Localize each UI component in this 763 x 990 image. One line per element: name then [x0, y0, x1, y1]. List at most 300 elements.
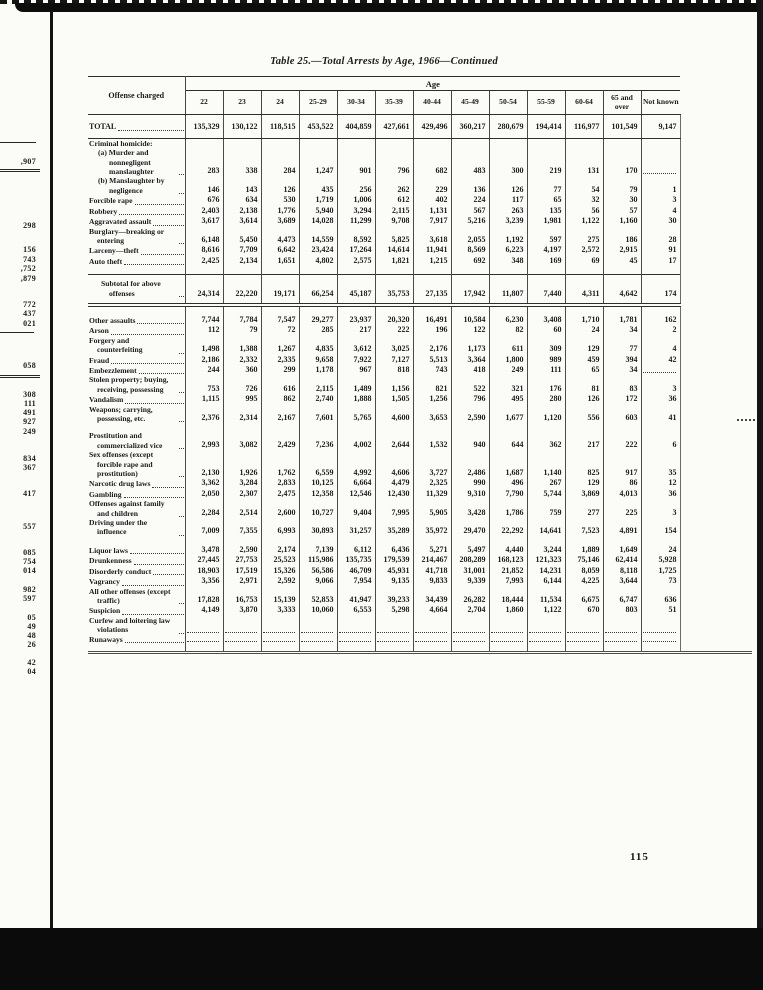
table-row	[88, 499, 680, 518]
value-cell: 2	[641, 325, 680, 335]
value-cell: 121,323	[527, 555, 565, 565]
empty-cell-dots	[453, 626, 485, 633]
value-cell: 636	[641, 587, 680, 606]
value-cell: 72	[261, 325, 299, 335]
value-cell	[261, 635, 299, 644]
value-cell: 682	[413, 148, 451, 176]
value-cell	[185, 266, 223, 275]
value-cell: 30	[603, 195, 641, 205]
value-cell: 23,424	[299, 245, 337, 255]
value-cell: 4,440	[489, 545, 527, 555]
value-cell: 1,215	[413, 256, 451, 266]
dot-leader	[179, 448, 184, 449]
value-cell: 7,744	[185, 315, 223, 325]
value-cell: 73	[641, 576, 680, 586]
table-row	[88, 375, 680, 394]
value-cell: 692	[451, 256, 489, 266]
value-cell	[337, 138, 375, 148]
offense-label-cell	[88, 266, 185, 275]
value-cell: 280	[527, 394, 565, 404]
offense-label-cell	[88, 227, 185, 246]
value-cell: 1,762	[261, 450, 299, 478]
offense-label-cell	[88, 545, 185, 555]
value-cell: 77	[603, 336, 641, 355]
value-cell: 229	[413, 176, 451, 195]
offense-label-cell	[88, 478, 185, 488]
value-cell: 8,592	[337, 227, 375, 246]
value-cell: 2,600	[261, 499, 299, 518]
margin-number: 308	[23, 390, 36, 399]
value-cell: 2,307	[223, 489, 261, 499]
value-cell: 3,689	[261, 216, 299, 226]
value-cell: 995	[223, 394, 261, 404]
value-cell: 170	[603, 148, 641, 176]
dot-leader	[179, 476, 184, 477]
value-cell: 263	[489, 206, 527, 216]
value-cell: 616	[261, 375, 299, 394]
value-cell: 126	[565, 394, 603, 404]
value-cell	[185, 305, 223, 315]
value-cell: 753	[185, 375, 223, 394]
value-cell: 2,403	[185, 206, 223, 216]
value-cell: 10,060	[299, 605, 337, 615]
value-cell: 2,332	[223, 355, 261, 365]
offense-label-cell	[88, 256, 185, 266]
offense-label-cell	[88, 587, 185, 606]
value-cell: 1,651	[261, 256, 299, 266]
value-cell: 86	[603, 478, 641, 488]
value-cell: 967	[337, 365, 375, 375]
empty-cell-dots	[301, 635, 333, 642]
value-cell: 7,355	[223, 518, 261, 537]
value-cell: 29,277	[299, 315, 337, 325]
value-cell	[641, 138, 680, 148]
value-cell: 23,937	[337, 315, 375, 325]
table-row	[88, 256, 680, 266]
margin-number: 834	[23, 454, 36, 463]
value-cell: 56	[565, 206, 603, 216]
value-cell: 34	[603, 365, 641, 375]
value-cell	[641, 148, 680, 176]
value-cell: 2,575	[337, 256, 375, 266]
dot-leader	[119, 214, 183, 215]
value-cell: 225	[603, 499, 641, 518]
value-cell: 1,388	[223, 336, 261, 355]
offense-label-cell	[88, 275, 185, 305]
empty-cell-dots	[643, 635, 676, 642]
value-cell: 27,445	[185, 555, 223, 565]
offense-label: All other offenses (except traffic)	[89, 586, 171, 605]
value-cell: 3,284	[223, 478, 261, 488]
value-cell	[299, 305, 337, 315]
value-cell: 7,993	[489, 576, 527, 586]
arrests-by-age-table	[88, 76, 681, 652]
value-cell: 522	[451, 375, 489, 394]
value-cell: 46,709	[337, 566, 375, 576]
value-cell: 79	[223, 325, 261, 335]
value-cell: 256	[337, 176, 375, 195]
offense-label-cell	[88, 365, 185, 375]
value-cell: 2,055	[451, 227, 489, 246]
offense-label: Offenses against family and children	[89, 499, 165, 518]
dot-leader	[152, 487, 183, 488]
value-cell: 7,601	[299, 405, 337, 424]
value-cell: 1,173	[451, 336, 489, 355]
offense-label: Prostitution and commercialized vice	[89, 431, 163, 450]
value-cell	[565, 423, 603, 431]
page-number: 115	[630, 851, 649, 863]
value-cell: 3	[641, 499, 680, 518]
value-cell: 676	[185, 195, 223, 205]
value-cell: 12,546	[337, 489, 375, 499]
value-cell: 9,658	[299, 355, 337, 365]
value-cell: 11,534	[527, 587, 565, 606]
value-cell: 14,641	[527, 518, 565, 537]
table-row	[88, 576, 680, 586]
value-cell: 4,600	[375, 405, 413, 424]
value-cell	[261, 266, 299, 275]
offense-label-cell	[88, 206, 185, 216]
dot-leader	[153, 225, 183, 226]
margin-number: 927	[23, 417, 36, 426]
value-cell: 7,790	[489, 489, 527, 499]
value-cell: 9,339	[451, 576, 489, 586]
empty-cell-dots	[605, 635, 637, 642]
value-cell	[489, 266, 527, 275]
spacer-row	[88, 537, 680, 545]
value-cell: 7,709	[223, 245, 261, 255]
value-cell: 12,430	[375, 489, 413, 499]
value-cell	[185, 537, 223, 545]
value-cell: 362	[527, 431, 565, 450]
value-cell: 3,428	[451, 499, 489, 518]
value-cell: 22,220	[223, 275, 261, 305]
value-cell	[451, 635, 489, 644]
value-cell: 3,408	[527, 315, 565, 325]
value-cell: 3,244	[527, 545, 565, 555]
value-cell: 9,833	[413, 576, 451, 586]
value-cell: 1,821	[375, 256, 413, 266]
age-column-header: 25-29	[299, 91, 337, 115]
age-column-header: 55-59	[527, 91, 565, 115]
margin-number: 417	[23, 489, 36, 498]
value-cell	[413, 138, 451, 148]
value-cell: 4,149	[185, 605, 223, 615]
value-cell: 25,523	[261, 555, 299, 565]
value-cell	[451, 266, 489, 275]
value-cell: 62,414	[603, 555, 641, 565]
value-cell: 117	[489, 195, 527, 205]
value-cell: 2,833	[261, 478, 299, 488]
value-cell: 14,614	[375, 245, 413, 255]
value-cell: 2,115	[375, 206, 413, 216]
margin-number: 111	[23, 399, 36, 408]
empty-cell-dots	[643, 167, 676, 174]
table-row	[88, 355, 680, 365]
table-row	[88, 206, 680, 216]
offense-label-cell	[88, 499, 185, 518]
value-cell: 759	[527, 499, 565, 518]
table-row	[88, 566, 680, 576]
offense-label: Forcible rape	[89, 196, 133, 206]
value-cell	[223, 305, 261, 315]
value-cell	[641, 635, 680, 644]
value-cell: 990	[451, 478, 489, 488]
margin-number: 05	[27, 613, 36, 622]
value-cell: 1,888	[337, 394, 375, 404]
value-cell: 2,176	[413, 336, 451, 355]
value-cell: 14,559	[299, 227, 337, 246]
margin-number: 085	[23, 548, 36, 557]
table-body	[88, 115, 680, 652]
dot-leader	[130, 553, 184, 554]
value-cell: 1,649	[603, 545, 641, 555]
dot-leader	[122, 585, 184, 586]
value-cell: 603	[603, 405, 641, 424]
value-cell: 2,592	[261, 576, 299, 586]
offense-label: Larceny—theft	[89, 246, 139, 256]
value-cell: 1,120	[527, 405, 565, 424]
value-cell	[223, 616, 261, 635]
value-cell	[299, 616, 337, 635]
value-cell: 18,903	[185, 566, 223, 576]
offense-label-cell	[88, 195, 185, 205]
value-cell: 129	[565, 336, 603, 355]
value-cell	[527, 635, 565, 644]
offense-label: Criminal homicide:	[89, 138, 153, 148]
margin-rule	[0, 375, 40, 378]
margin-rule	[0, 169, 40, 172]
value-cell	[223, 635, 261, 644]
value-cell: 7,547	[261, 315, 299, 325]
value-cell: 726	[223, 375, 261, 394]
value-cell: 224	[451, 195, 489, 205]
value-cell: 1,489	[337, 375, 375, 394]
value-cell: 3,653	[413, 405, 451, 424]
value-cell	[223, 423, 261, 431]
value-cell	[185, 138, 223, 148]
value-cell: 77	[527, 176, 565, 195]
value-cell: 1,140	[527, 450, 565, 478]
value-cell: 862	[261, 394, 299, 404]
table-title: Table 25.—Total Arrests by Age, 1966—Continued	[270, 56, 498, 67]
value-cell: 1,687	[489, 450, 527, 478]
value-cell: 418	[451, 365, 489, 375]
value-cell: 496	[489, 478, 527, 488]
value-cell: 45,187	[337, 275, 375, 305]
value-cell: 35,753	[375, 275, 413, 305]
value-cell: 26,282	[451, 587, 489, 606]
value-cell: 4,891	[603, 518, 641, 537]
value-cell	[375, 423, 413, 431]
offense-label-cell	[88, 375, 185, 394]
value-cell: 32	[565, 195, 603, 205]
value-cell: 162	[641, 315, 680, 325]
offense-label-cell	[88, 605, 185, 615]
table-row	[88, 555, 680, 565]
value-cell: 154	[641, 518, 680, 537]
empty-cell-dots	[529, 635, 561, 642]
value-cell: 9,404	[337, 499, 375, 518]
value-cell: 2,376	[185, 405, 223, 424]
dot-leader	[179, 633, 184, 634]
table-row	[88, 545, 680, 555]
dot-leader	[153, 574, 183, 575]
value-cell	[337, 537, 375, 545]
value-cell: 29,470	[451, 518, 489, 537]
dot-leader	[141, 254, 184, 255]
dot-leader	[179, 392, 184, 393]
offense-label-cell	[88, 336, 185, 355]
table-row	[88, 216, 680, 226]
scan-right-edge-band	[757, 0, 763, 990]
table-row	[88, 138, 680, 148]
value-cell: 83	[603, 375, 641, 394]
value-cell: 4,802	[299, 256, 337, 266]
empty-cell-dots	[187, 635, 219, 642]
value-cell: 14,231	[527, 566, 565, 576]
value-cell: 91	[641, 245, 680, 255]
value-cell: 6,664	[337, 478, 375, 488]
value-cell: 4,225	[565, 576, 603, 586]
value-cell: 3,082	[223, 431, 261, 450]
empty-cell-dots	[225, 626, 257, 633]
table-row	[88, 635, 680, 644]
value-cell: 126	[489, 176, 527, 195]
offense-label-cell	[88, 216, 185, 226]
offense-label-cell	[88, 555, 185, 565]
offense-label: Robbery	[89, 206, 118, 216]
value-cell: 4,013	[603, 489, 641, 499]
value-cell: 611	[489, 336, 527, 355]
offense-label-cell	[88, 616, 185, 635]
value-cell: 10,584	[451, 315, 489, 325]
value-cell	[185, 635, 223, 644]
value-cell: 31,257	[337, 518, 375, 537]
value-cell	[603, 138, 641, 148]
offense-label-cell	[88, 518, 185, 537]
value-cell: 5,744	[527, 489, 565, 499]
value-cell: 28	[641, 227, 680, 246]
value-cell: 4,992	[337, 450, 375, 478]
table-row	[88, 518, 680, 537]
value-cell: 12,358	[299, 489, 337, 499]
value-cell: 9,066	[299, 576, 337, 586]
value-cell: 1,178	[299, 365, 337, 375]
value-cell: 1,006	[337, 195, 375, 205]
value-cell: 2,138	[223, 206, 261, 216]
offense-charged-header: Offense charged	[88, 77, 185, 115]
value-cell: 1,192	[489, 227, 527, 246]
margin-number: 156	[23, 245, 36, 254]
value-cell: 143	[223, 176, 261, 195]
value-cell: 4,473	[261, 227, 299, 246]
offense-label-cell	[88, 115, 185, 138]
value-cell: 825	[565, 450, 603, 478]
offense-label-cell	[88, 405, 185, 424]
value-cell: 65	[527, 195, 565, 205]
margin-rule	[0, 332, 34, 333]
value-cell: 31,001	[451, 566, 489, 576]
value-cell	[413, 635, 451, 644]
value-cell: 394	[603, 355, 641, 365]
value-cell	[375, 616, 413, 635]
value-cell: 3,239	[489, 216, 527, 226]
offense-label: Fraud	[89, 355, 110, 365]
dot-leader	[179, 174, 184, 175]
offense-label-cell	[88, 635, 185, 644]
value-cell: 8,059	[565, 566, 603, 576]
empty-cell-dots	[301, 626, 333, 633]
value-cell: 112	[185, 325, 223, 335]
value-cell	[641, 305, 680, 315]
value-cell: 3,025	[375, 336, 413, 355]
value-cell: 9,147	[641, 115, 680, 138]
value-cell: 7,009	[185, 518, 223, 537]
value-cell	[603, 266, 641, 275]
value-cell: 19,171	[261, 275, 299, 305]
value-cell: 1,776	[261, 206, 299, 216]
value-cell	[299, 537, 337, 545]
value-cell: 8,118	[603, 566, 641, 576]
value-cell	[565, 266, 603, 275]
value-cell: 2,475	[261, 489, 299, 499]
value-cell: 2,971	[223, 576, 261, 586]
value-cell: 34	[603, 325, 641, 335]
value-cell: 1,786	[489, 499, 527, 518]
age-column-header: 22	[185, 91, 223, 115]
value-cell	[641, 365, 680, 375]
value-cell: 818	[375, 365, 413, 375]
value-cell: 262	[375, 176, 413, 195]
empty-cell-dots	[491, 635, 523, 642]
book-spine-line	[50, 10, 53, 990]
value-cell: 136	[451, 176, 489, 195]
table-row	[88, 489, 680, 499]
value-cell: 7,922	[337, 355, 375, 365]
value-cell: 3,294	[337, 206, 375, 216]
value-cell: 1,926	[223, 450, 261, 478]
value-cell: 1,122	[527, 605, 565, 615]
value-cell: 6	[641, 431, 680, 450]
value-cell: 5,271	[413, 545, 451, 555]
value-cell: 2,186	[185, 355, 223, 365]
dot-leader	[179, 603, 184, 604]
value-cell: 135,735	[337, 555, 375, 565]
value-cell: 1,781	[603, 315, 641, 325]
value-cell: 3,617	[185, 216, 223, 226]
value-cell: 6,747	[603, 587, 641, 606]
value-cell: 2,134	[223, 256, 261, 266]
value-cell: 8,569	[451, 245, 489, 255]
value-cell	[261, 537, 299, 545]
value-cell	[451, 537, 489, 545]
empty-cell-dots	[339, 626, 371, 633]
dot-leader	[122, 614, 183, 615]
value-cell: 285	[299, 325, 337, 335]
empty-cell-dots	[339, 635, 371, 642]
value-cell: 11,299	[337, 216, 375, 226]
value-cell	[299, 266, 337, 275]
arrests-table-container	[88, 76, 752, 654]
offense-label-cell	[88, 176, 185, 195]
value-cell: 1,677	[489, 405, 527, 424]
value-cell: 179,539	[375, 555, 413, 565]
value-cell: 5,513	[413, 355, 451, 365]
value-cell: 2,704	[451, 605, 489, 615]
value-cell: 4	[641, 206, 680, 216]
value-cell: 135	[527, 206, 565, 216]
